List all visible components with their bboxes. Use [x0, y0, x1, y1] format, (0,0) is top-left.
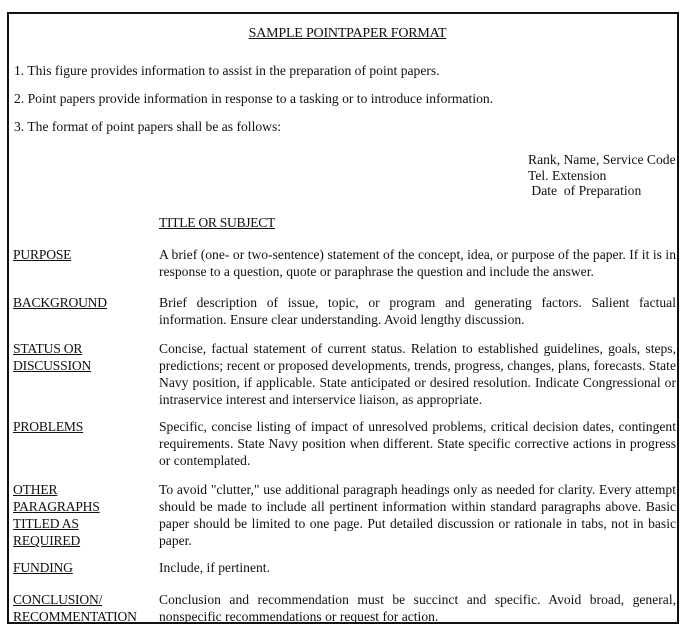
section-label: PROBLEMS [13, 419, 84, 434]
section-description: Brief description of issue, topic, or program and generating factors. Salient factual information. Ensure clear understanding. Avoid lengthy discussion. [159, 295, 676, 327]
section-label: FUNDING [13, 560, 73, 575]
section-description: Include, if pertinent. [159, 560, 270, 575]
document-title: SAMPLE POINTPAPER FORMAT [248, 26, 447, 41]
section-label: PURPOSE [13, 247, 72, 262]
signature-date: Date of Preparation [528, 183, 642, 198]
section-label: OTHER PARAGRAPHS TITLED AS REQUIRED [13, 482, 100, 548]
section-description: A brief (one- or two-sentence) statement of the concept, idea, or purpose of the paper. If it is in response to a question, quote or paraphrase the question and include the answer. [159, 247, 676, 279]
section-label: STATUS OR DISCUSSION [13, 341, 92, 373]
section-label: CONCLUSION/ RECOMMENTATION [13, 592, 137, 624]
signature-telephone: Tel. Extension [528, 167, 607, 183]
intro-paragraph-1: 1. This figure provides information to assist in the preparation of point papers. [14, 63, 440, 78]
section-description: To avoid "clutter," use additional paragraph headings only as needed for clarity. Every attempt should be made to include all pertinent information within standard paragraphs above. Basic paper should be limited to one page. Put detailed discussion or rationale in tabs, not in basic paper. [159, 482, 676, 548]
intro-paragraph-2: 2. Point papers provide information in response to a tasking or to introduce information. [14, 91, 494, 106]
intro-paragraph-3: 3. The format of point papers shall be as follows: [14, 119, 282, 134]
signature-block [528, 152, 676, 199]
section-description: Concise, factual statement of current status. Relation to established guidelines, goals, steps, predictions; recent or proposed developments, trends, progress, changes, plans, forecasts. State Navy position, if applicable. State anticipated or desired resolution. Indicate Congressional or intraservice interest and interservice liaison, as appropriate. [159, 341, 676, 407]
section-description: Specific, concise listing of impact of unresolved problems, critical decision dates, contingent requirements. State Navy position when different. State specific corrective actions in progress or contemplated. [159, 419, 676, 468]
section-label: BACKGROUND [13, 295, 107, 310]
subject-heading: TITLE OR SUBJECT [159, 215, 276, 230]
signature-rank-name: Rank, Name, Service Code [528, 152, 676, 167]
section-description: Conclusion and recommendation must be succinct and specific. Avoid broad, general, nonspecific recommendations or request for action. [159, 592, 676, 624]
